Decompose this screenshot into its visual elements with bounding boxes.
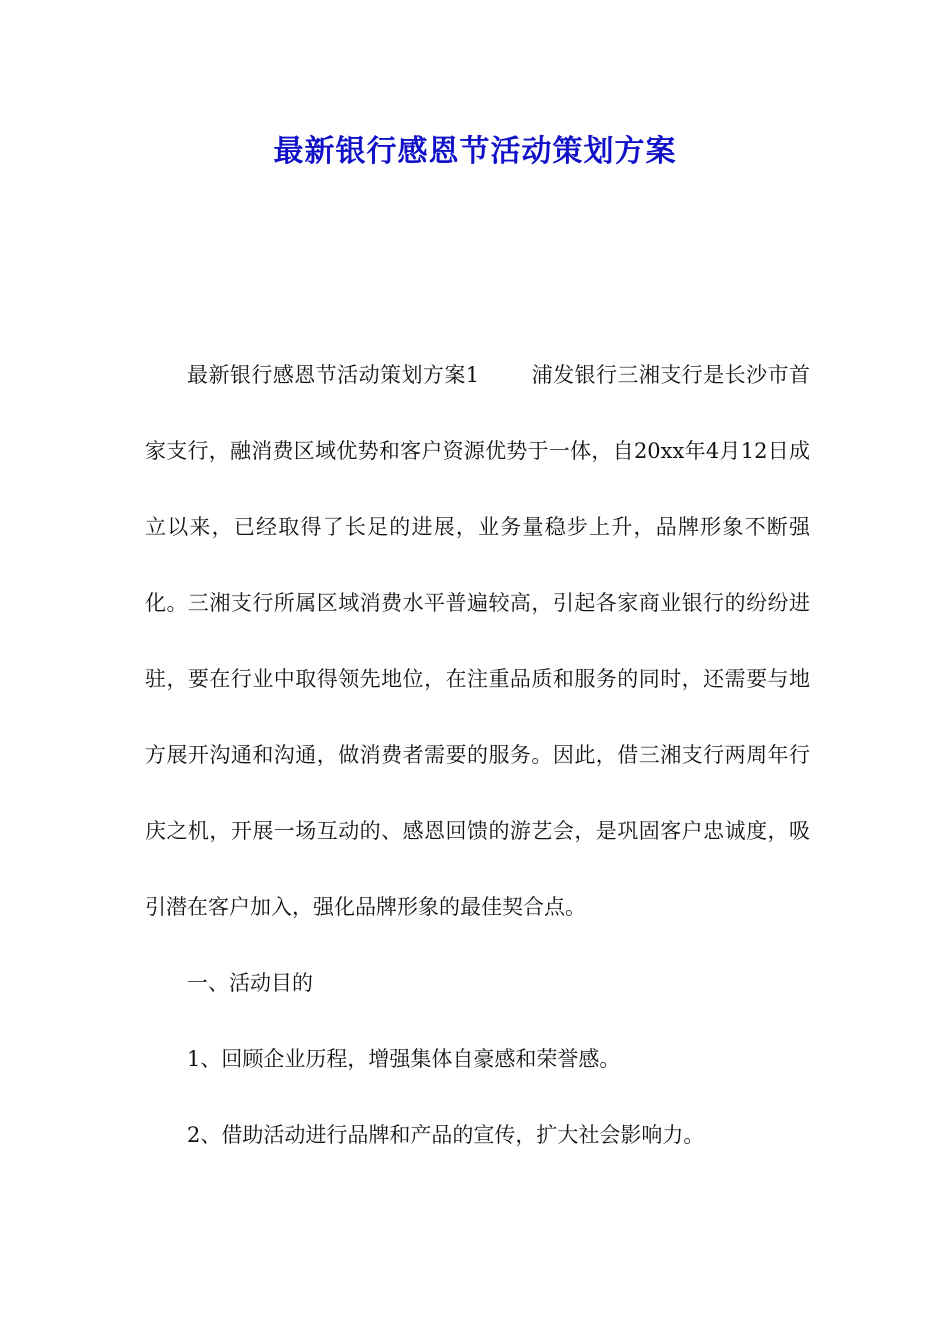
intro-paragraph	[145, 337, 810, 945]
document-title: 最新银行感恩节活动策划方案	[273, 134, 677, 169]
list-item: 1、回顾企业历程，增强集体自豪感和荣誉感。	[187, 1047, 621, 1071]
intro-text: 浦发银行三湘支行是长沙市首家支行，融消费区域优势和客户资源优势于一体，自20xx年4月12日成立以来，已经取得了长足的进展，业务量稳步上升，品牌形象不断强化。三湘支行所属区域消费水平普遍较高，引起各家商业银行的纷纷进驻，要在行业中取得领先地位，在注重品质和服务的同时，还需要与地方展开沟通和沟通，做消费者需要的服务。因此，借三湘支行两周年行庆之机，开展一场互动的、感恩回馈的游艺会，是巩固客户忠诚度，吸引潜在客户加入，强化品牌形象的最佳契合点。	[145, 363, 810, 919]
section-heading: 一、活动目的	[187, 971, 313, 995]
intro-heading: 最新银行感恩节活动策划方案1	[187, 363, 480, 387]
list-item: 2、借助活动进行品牌和产品的宣传，扩大社会影响力。	[187, 1123, 705, 1147]
document-body	[145, 337, 810, 1173]
